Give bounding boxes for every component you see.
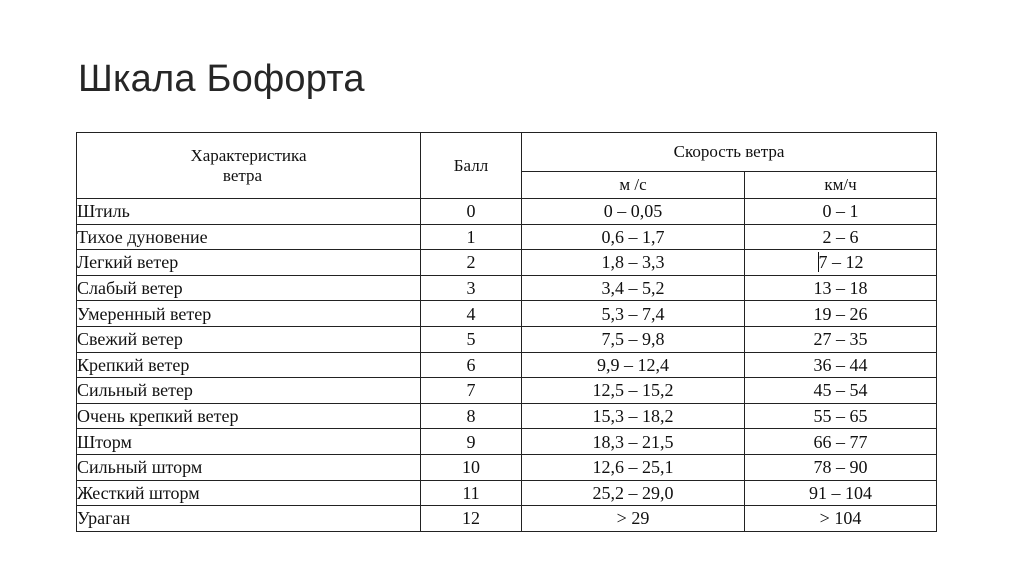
cell-speed-ms (522, 250, 745, 276)
cell-speed-kmh-text: 7 – 12 (818, 252, 864, 273)
cell-ball-text: 0 (466, 201, 476, 222)
cell-speed-ms-text: 18,3 – 21,5 (592, 431, 674, 452)
cell-wind-name (77, 301, 421, 327)
cell-speed-kmh (745, 403, 937, 429)
cell-speed-ms-text: 25,2 – 29,0 (592, 482, 674, 503)
cell-speed-ms-text: 7,5 – 9,8 (601, 329, 665, 350)
cell-speed-ms (522, 506, 745, 532)
cell-ball-text: 4 (466, 303, 476, 324)
cell-ball-text: 8 (466, 406, 476, 427)
table-row (77, 199, 937, 225)
cell-wind-name (77, 454, 421, 480)
cell-speed-ms-text: 9,9 – 12,4 (597, 354, 669, 375)
cell-ball (421, 454, 522, 480)
cell-speed-kmh (745, 506, 937, 532)
cell-speed-ms-text: 15,3 – 18,2 (592, 406, 674, 427)
cell-ball-text: 9 (466, 431, 476, 452)
cell-ball-text: 10 (462, 457, 480, 478)
cell-wind-name-text: Умеренный ветер (77, 303, 212, 324)
cell-wind-name (77, 250, 421, 276)
cell-speed-kmh (745, 250, 937, 276)
cell-ball (421, 429, 522, 455)
table-row (77, 378, 937, 404)
cell-speed-kmh (745, 199, 937, 225)
header-characteristic (77, 133, 421, 199)
cell-speed-kmh-text: 0 – 1 (822, 201, 859, 222)
cell-speed-ms-text: 5,3 – 7,4 (601, 303, 665, 324)
header-characteristic-line2: ветра (222, 165, 263, 185)
cell-ball (421, 199, 522, 225)
cell-speed-ms-text: 12,5 – 15,2 (592, 380, 674, 401)
cell-speed-kmh-text: 27 – 35 (813, 329, 868, 350)
cell-speed-ms (522, 429, 745, 455)
slide-title: Шкала Бофорта (78, 58, 365, 100)
cell-wind-name-text: Крепкий ветер (77, 354, 190, 375)
cell-ball (421, 326, 522, 352)
cell-wind-name-text: Легкий ветер (77, 252, 179, 273)
cell-speed-ms (522, 224, 745, 250)
cell-speed-ms-text: 1,8 – 3,3 (601, 252, 665, 273)
cell-wind-name-text: Шторм (77, 431, 132, 452)
cell-ball-text: 2 (466, 252, 476, 273)
cell-ball (421, 506, 522, 532)
cell-wind-name (77, 352, 421, 378)
cell-speed-ms-text: 3,4 – 5,2 (601, 278, 665, 299)
cell-speed-ms (522, 480, 745, 506)
table-row (77, 326, 937, 352)
table-row (77, 403, 937, 429)
cell-speed-ms (522, 403, 745, 429)
cell-speed-ms (522, 378, 745, 404)
cell-wind-name (77, 403, 421, 429)
cell-speed-kmh-text: 45 – 54 (813, 380, 868, 401)
cell-speed-ms (522, 454, 745, 480)
header-kmh: км/ч (745, 172, 937, 199)
table-header (77, 133, 937, 199)
cell-ball-text: 5 (466, 329, 476, 350)
cell-speed-kmh-text: > 104 (819, 508, 862, 529)
cell-ball (421, 301, 522, 327)
cell-speed-kmh-text: 13 – 18 (813, 278, 868, 299)
cell-speed-ms-text: > 29 (616, 508, 650, 529)
cell-wind-name-text: Жесткий шторм (77, 482, 200, 503)
cell-ball (421, 352, 522, 378)
cell-speed-ms-text: 12,6 – 25,1 (592, 457, 674, 478)
cell-speed-kmh-text: 66 – 77 (813, 431, 868, 452)
header-ms: м /с (522, 172, 745, 199)
cell-wind-name-text: Сильный шторм (77, 457, 203, 478)
table-row (77, 224, 937, 250)
cell-wind-name (77, 224, 421, 250)
cell-wind-name (77, 480, 421, 506)
cell-wind-name (77, 429, 421, 455)
cell-wind-name-text: Очень крепкий ветер (77, 406, 239, 427)
cell-wind-name-text: Слабый ветер (77, 278, 183, 299)
cell-speed-kmh (745, 454, 937, 480)
table-row (77, 275, 937, 301)
cell-ball (421, 378, 522, 404)
cell-ball-text: 7 (466, 380, 476, 401)
cell-speed-ms-text: 0,6 – 1,7 (601, 226, 665, 247)
cell-ball (421, 275, 522, 301)
cell-speed-kmh (745, 429, 937, 455)
cell-speed-kmh (745, 275, 937, 301)
cell-wind-name (77, 326, 421, 352)
cell-speed-ms (522, 352, 745, 378)
cell-speed-kmh-text: 91 – 104 (809, 482, 872, 503)
cell-speed-kmh-text: 36 – 44 (813, 354, 868, 375)
table-body (77, 199, 937, 532)
cell-wind-name-text: Свежий ветер (77, 329, 183, 350)
table-row (77, 352, 937, 378)
cell-speed-ms (522, 199, 745, 225)
cell-ball (421, 224, 522, 250)
cell-speed-ms-text: 0 – 0,05 (603, 201, 663, 222)
cell-ball (421, 403, 522, 429)
cell-speed-kmh (745, 480, 937, 506)
cell-speed-kmh (745, 378, 937, 404)
cell-wind-name-text: Штиль (77, 201, 130, 222)
table-row (77, 250, 937, 276)
cell-speed-ms (522, 326, 745, 352)
header-speed: Скорость ветра (522, 133, 937, 172)
cell-wind-name (77, 199, 421, 225)
cell-speed-kmh-text: 55 – 65 (813, 406, 868, 427)
cell-ball (421, 480, 522, 506)
cell-speed-ms (522, 301, 745, 327)
table-row (77, 506, 937, 532)
table-row (77, 480, 937, 506)
cell-ball-text: 11 (462, 482, 480, 503)
cell-wind-name-text: Ураган (77, 508, 131, 529)
header-characteristic-line1: Характеристика (190, 145, 307, 165)
cell-speed-kmh (745, 301, 937, 327)
table-row (77, 301, 937, 327)
cell-ball-text: 1 (466, 226, 476, 247)
table-row (77, 454, 937, 480)
header-ball: Балл (421, 133, 522, 199)
cell-speed-kmh (745, 224, 937, 250)
cell-speed-kmh (745, 352, 937, 378)
cell-speed-kmh-text: 78 – 90 (813, 457, 868, 478)
cell-speed-ms (522, 275, 745, 301)
cell-ball-text: 6 (466, 354, 476, 375)
cell-ball (421, 250, 522, 276)
cell-speed-kmh (745, 326, 937, 352)
beaufort-table (76, 132, 937, 532)
cell-wind-name-text: Сильный ветер (77, 380, 193, 401)
cell-speed-kmh-text: 19 – 26 (813, 303, 868, 324)
cell-wind-name (77, 378, 421, 404)
table-row (77, 429, 937, 455)
cell-ball-text: 12 (462, 508, 480, 529)
cell-speed-kmh-text: 2 – 6 (822, 226, 859, 247)
cell-wind-name-text: Тихое дуновение (77, 226, 208, 247)
cell-wind-name (77, 506, 421, 532)
cell-ball-text: 3 (466, 278, 476, 299)
cell-wind-name (77, 275, 421, 301)
